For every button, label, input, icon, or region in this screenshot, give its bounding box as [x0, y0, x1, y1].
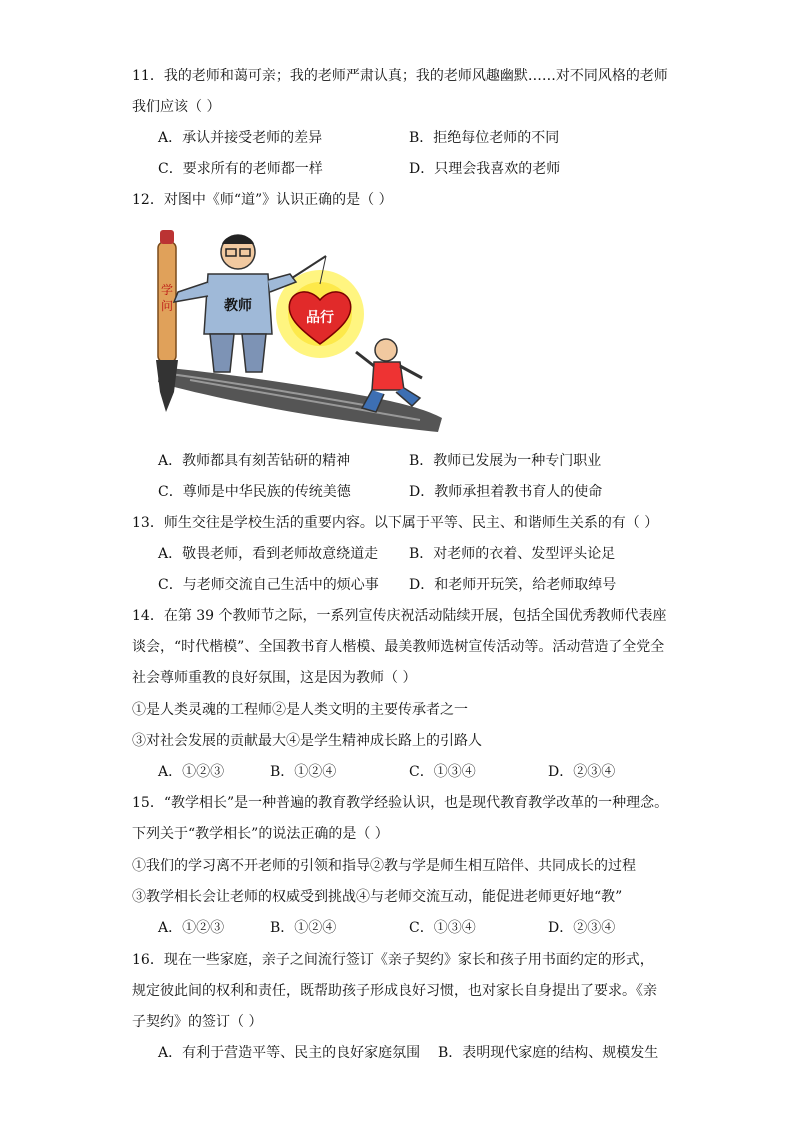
q14-statements-line1: ①是人类灵魂的工程师②是人类文明的主要传承者之一: [132, 702, 468, 718]
q15-statements-line2: ③教学相长会让老师的权威受到挑战④与老师交流互动，能促进老师更好地“教”: [132, 889, 623, 905]
heart-label: 品行: [306, 310, 334, 326]
q15-stem-line1: 15．“教学相长”是一种普遍的教育教学经验认识，也是现代教育教学改革的一种理念。: [132, 795, 669, 811]
q11-option-a[interactable]: A．承认并接受老师的差异: [158, 130, 323, 146]
q11-option-b[interactable]: B．拒绝每位老师的不同: [409, 130, 560, 146]
q14-option-a[interactable]: A．①②③: [158, 764, 225, 780]
q14-stem-line1: 14．在第 39 个教师节之际，一系列宣传庆祝活动陆续开展，包括全国优秀教师代表座: [132, 608, 667, 624]
q16-option-b[interactable]: B．表明现代家庭的结构、规模发生: [438, 1045, 659, 1061]
teacher-left-arm: [174, 282, 208, 302]
q14-option-d[interactable]: D．②③④: [548, 764, 616, 780]
q14-option-c[interactable]: C．①③④: [409, 764, 476, 780]
q16-stem-line1: 16．现在一些家庭，亲子之间流行签订《亲子契约》家长和孩子用书面约定的形式，: [132, 952, 654, 968]
q12-option-c[interactable]: C．尊师是中华民族的传统美德: [158, 484, 351, 500]
q15-statements-line1: ①我们的学习离不开老师的引领和指导②教与学是师生相互陪伴、共同成长的过程: [132, 858, 636, 874]
child-head: [375, 339, 397, 361]
q16-stem-line3: 子契约》的签订（ ）: [132, 1014, 263, 1030]
q15-stem-line2: 下列关于“教学相长”的说法正确的是（ ）: [132, 826, 389, 842]
q13-option-b[interactable]: B．对老师的衣着、发型评头论足: [409, 546, 616, 562]
q13-stem-line1: 13．师生交往是学校生活的重要内容。以下属于平等、民主、和谐师生关系的有（ ）: [132, 515, 659, 531]
q13-option-c[interactable]: C．与老师交流自己生活中的烦心事: [158, 577, 379, 593]
q15-option-d[interactable]: D．②③④: [548, 920, 616, 936]
q12-stem-line1: 12．对图中《师“道”》认识正确的是（ ）: [132, 192, 393, 208]
teacher-body-label: 教师: [224, 298, 252, 314]
q13-option-d[interactable]: D．和老师开玩笑，给老师取绰号: [409, 577, 617, 593]
q13-option-a[interactable]: A．敬畏老师，看到老师故意绕道走: [158, 546, 379, 562]
q14-option-b[interactable]: B．①②④: [270, 764, 337, 780]
brush-label-char2: 问: [160, 299, 174, 313]
q14-stem-line2: 谈会，“时代楷模”、全国教书育人楷模、最美教师选树宣传活动等。活动营造了全党全: [132, 639, 665, 655]
brush-tip: [156, 360, 178, 412]
q12-option-b[interactable]: B．教师已发展为一种专门职业: [409, 453, 602, 469]
child-shirt: [372, 362, 404, 390]
q12-option-d[interactable]: D．教师承担着教书育人的使命: [409, 484, 603, 500]
teacher-legs: [210, 334, 266, 372]
q15-option-a[interactable]: A．①②③: [158, 920, 225, 936]
q15-option-b[interactable]: B．①②④: [270, 920, 337, 936]
q12-option-a[interactable]: A．教师都具有刻苦钻研的精神: [158, 453, 351, 469]
q16-stem-line2: 规定彼此间的权利和责任，既帮助孩子形成良好习惯，也对家长自身提出了要求。《亲: [132, 983, 657, 999]
q11-stem-line2: 我们应该（ ）: [132, 99, 221, 115]
teacher-hair: [222, 235, 254, 244]
q15-option-c[interactable]: C．①③④: [409, 920, 476, 936]
brush-label-char1: 学: [160, 283, 174, 297]
q11-stem-line1: 11．我的老师和蔼可亲；我的老师严肃认真；我的老师风趣幽默……对不同风格的老师: [132, 68, 668, 84]
brush-top: [160, 230, 174, 244]
q16-option-a[interactable]: A．有利于营造平等、民主的良好家庭氛围: [158, 1045, 421, 1061]
q11-option-c[interactable]: C．要求所有的老师都一样: [158, 161, 323, 177]
q14-stem-line3: 社会尊师重教的良好氛围，这是因为教师（ ）: [132, 670, 417, 686]
q14-statements-line2: ③对社会发展的贡献最大④是学生精神成长路上的引路人: [132, 733, 482, 749]
q11-option-d[interactable]: D．只理会我喜欢的老师: [409, 161, 561, 177]
teacher-cartoon-figure: [150, 222, 450, 437]
